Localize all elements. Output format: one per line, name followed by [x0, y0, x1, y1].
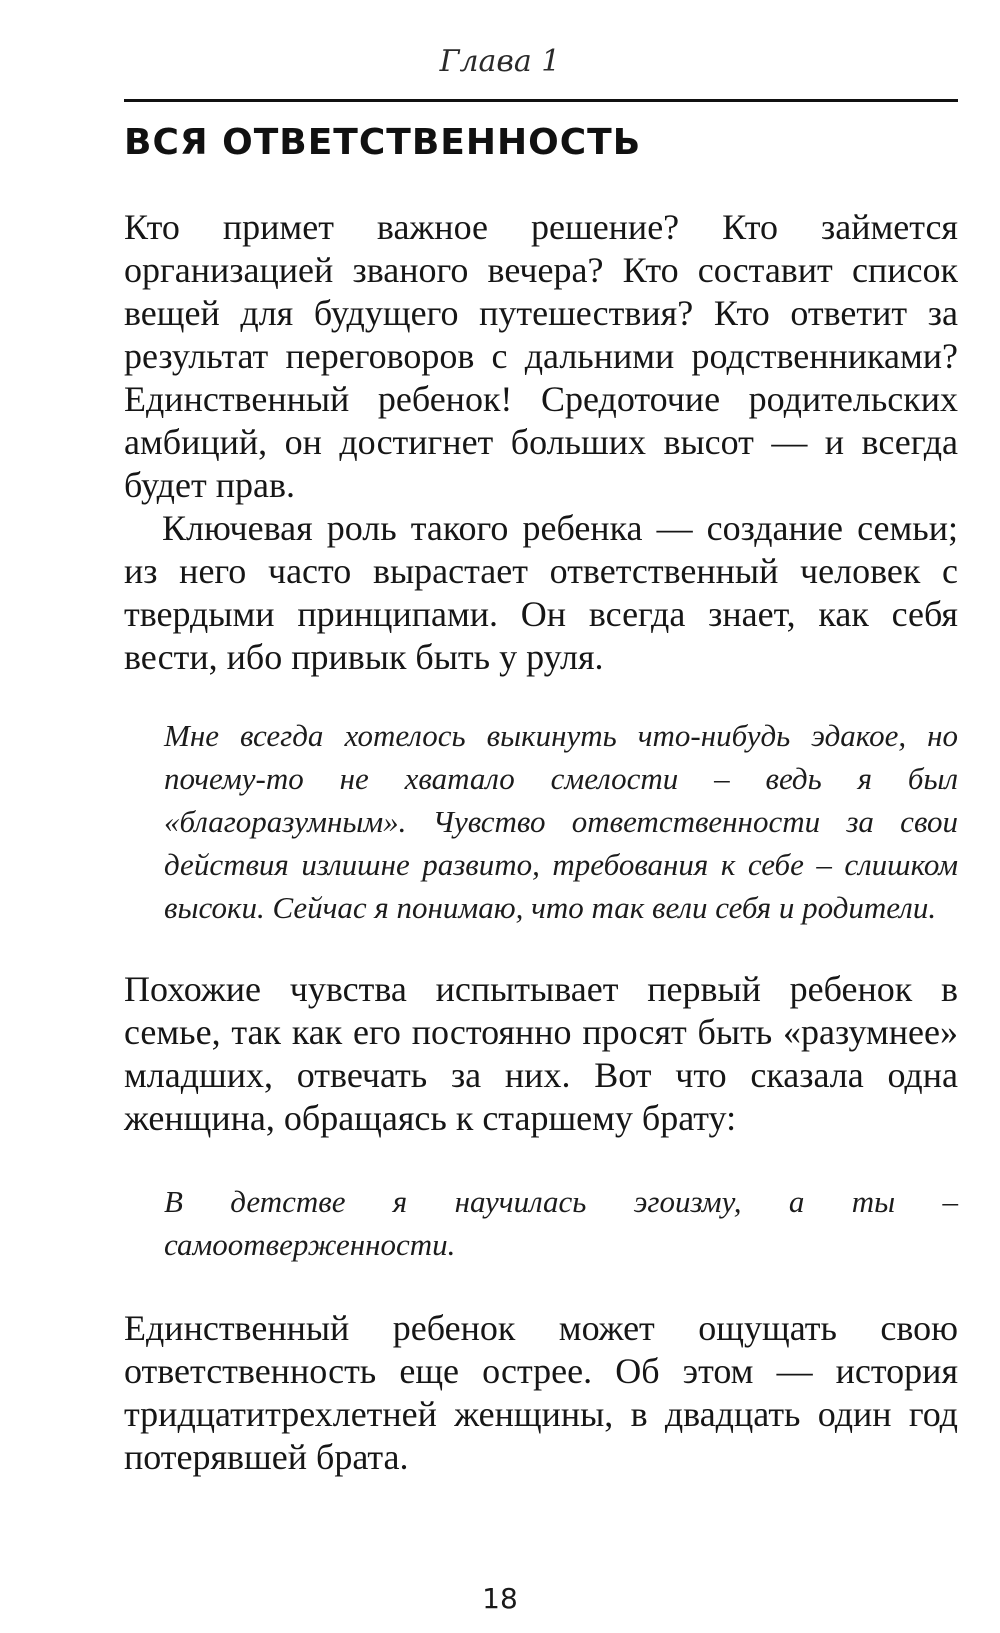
block-quote	[164, 714, 958, 929]
quote-text: В детстве я научилась эгоизму, а ты – самоотверженности.	[164, 1184, 958, 1262]
paragraph: Ключевая роль такого ребенка — создание семьи; из него часто вырастает ответственный человек с твердыми принципами. Он всегда знает, как себя вести, ибо привык быть у руля.	[124, 508, 958, 677]
section-3	[124, 1307, 958, 1479]
section-1	[124, 206, 958, 679]
paragraph: Похожие чувства испытывает первый ребенок в семье, так как его постоянно просят быть «разумнее» младших, отвечать за них. Вот что сказала одна женщина, обращаясь к старшему брату:	[124, 969, 958, 1138]
quote-text: Мне всегда хотелось выкинуть что-нибудь эдакое, но почему-то не хватало смелости – ведь я был «благоразумным». Чувство ответственности за свои действия излишне развито, требования к себе – слишком высоки. Сейчас я понимаю, что так вели себя и родители.	[164, 718, 958, 925]
paragraph: Единственный ребенок может ощущать свою ответственность еще острее. Об этом — история тридцатитрехлетней женщины, в двадцать один год потерявшей брата.	[124, 1308, 958, 1477]
section-2	[124, 968, 958, 1140]
running-head: Глава 1	[439, 44, 561, 79]
block-quote	[164, 1180, 958, 1266]
page-number: 18	[482, 1582, 518, 1615]
header-rule	[124, 99, 958, 102]
chapter-title: ВСЯ ОТВЕТСТВЕННОСТЬ	[124, 122, 642, 163]
paragraph: Кто примет важное решение? Кто займется организацией званого вечера? Кто составит список вещей для будущего путешествия? Кто ответит за результат переговоров с дальними родственниками? Единственный ребенок! Средоточие родительских амбиций, он достигнет больших высот — и всегда будет прав.	[124, 207, 958, 505]
